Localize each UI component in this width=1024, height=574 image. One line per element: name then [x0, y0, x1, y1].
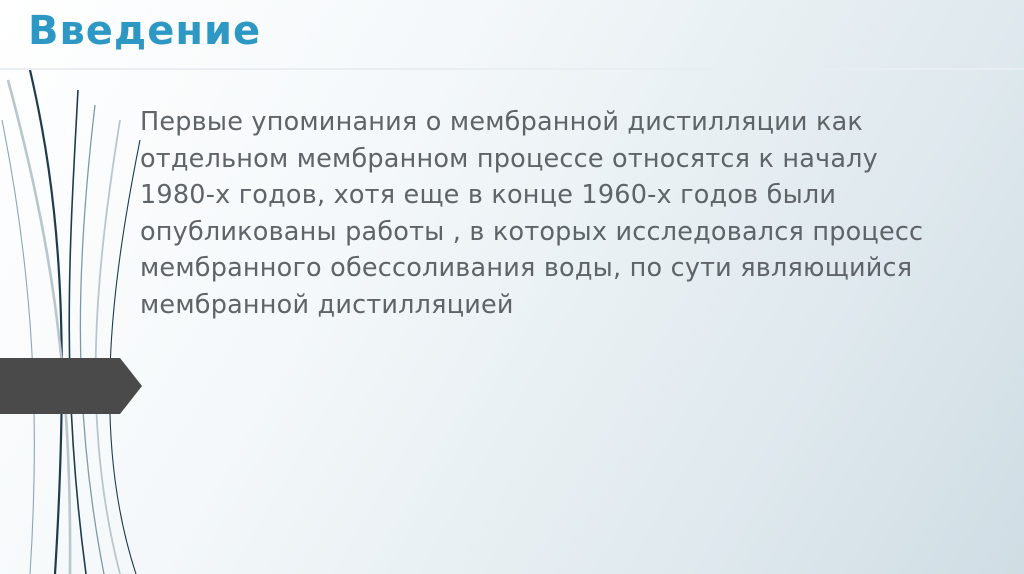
title-divider [0, 68, 1024, 70]
banner-body [0, 358, 120, 414]
slide-title: Введение [28, 8, 262, 54]
banner-arrow-tip [120, 358, 142, 414]
slide-body-text: Первые упоминания о мембранной дистилляции как отдельном мембранном процессе относятся к началу 1980-х годов, хотя еще в конце 1960-х годов были опубликованы работы , в которых исследовался процесс мембранного обессоливания воды, по сути являющийся мембранной дистилляцией [140, 107, 924, 320]
